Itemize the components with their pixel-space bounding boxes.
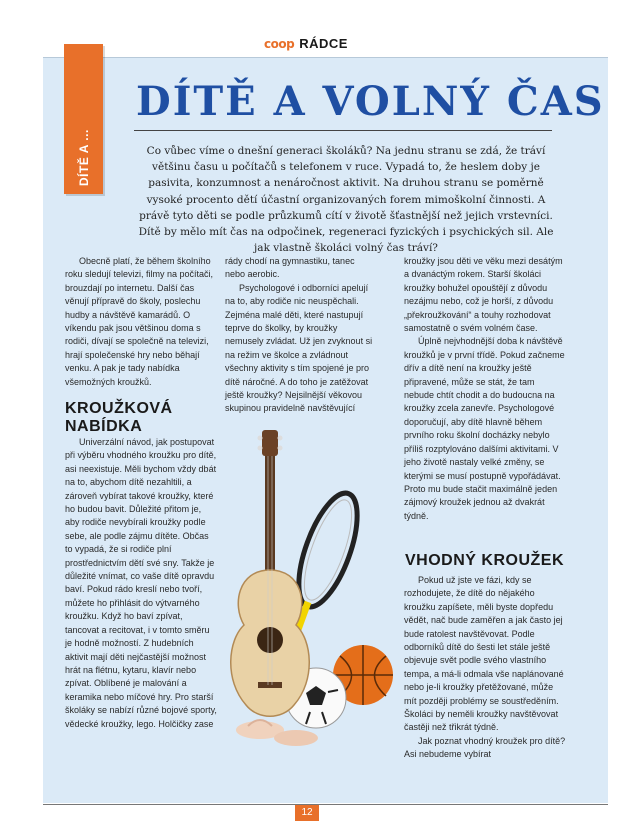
hobbies-illustration: [188, 430, 393, 750]
subheading-vhodny-krouzek: VHODNÝ KROUŽEK: [405, 552, 565, 569]
section-tab: [64, 44, 103, 194]
paragraph: Univerzální návod, jak postupovat při výběru vhodného kroužku pro dítě, asi neexistuje. Měli bychom vždy dbát na to, abychom dítě nezahltili, a zároveň vybírat takové kroužky, které ho budou bavit. Důležité přitom je, aby rodiče nevybírali kroužky podle sebe, ale podle zájmu dítěte. Občas to vypadá, že si rodiče plní prostřednictvím dětí své sny. Takže je důležité vnímat, co vaše dítě opravdu baví. Pokud rádo kreslí nebo tvoří, můžete ho přihlásit do výtvarného kroužku. Když ho baví zpívat, tancovat a recitovat, i v tomto směru je hodně možností. Z hudebních aktivit mají děti nejčastější možnost hrát na flétnu, kytaru, klavír nebo zpívat. Oblíbené je malování a keramika nebo míčové hry. Pro starší školáky se nabízí různé bojové sporty, vědecké kroužky, lego. Holčičky zase: [65, 437, 217, 729]
paragraph: Úplně nejvhodnější doba k návštěvě kroužků je v první třídě. Pokud začneme dřív a dítě není na kroužky ještě připravené, může se stát, že tam nebude chtít chodit a do budoucna na kroužky zcela zanevře. Psychologové doporučují, aby dítě hlavně během prvního roku školní docházky nebylo příliš rozptylováno dalšími aktivitami. V jeho životě nastaly velké změny, se kterými se musí postupně vypořádávat. Proto mu bude stačit maximálně jeden zájmový kroužek jednou až dvakrát týdně.: [404, 336, 565, 521]
paragraph: Obecně platí, že během školního roku sledují televizi, filmy na počítači, brouzdají po internetu. Další čas věnují přípravě do školy, poslechu hudby a návštěvě kamarádů. O víkendu pak jsou většinou doma s rodiči, dívají se společně na televizi, hrají společenské hry nebo běhají venku. A pak je tady nabídka všemožných kroužků.: [65, 256, 214, 387]
article-title: DÍTĚ A VOLNÝ ČAS: [136, 78, 605, 125]
title-divider: [134, 130, 552, 131]
paragraph: kroužky jsou děti ve věku mezi desátým a dvanáctým rokem. Starší školáci kroužky bohužel opouštějí z důvodu nezájmu nebo, což je horší, z důvodu „překroužkování“ a touhy rozhodovat samostatně o svém volném čase.: [404, 256, 563, 334]
paragraph: Psychologové i odborníci apelují na to, aby rodiče nic neuspěchali. Zejména malé děti, které nastupují teprve do školky, by kroužky nemusely zvládat. Už jen zvyknout si na režim ve školce a zvládnout všechny aktivity s tím spojené je pro dítě náročné. A do toho je zatěžovat ještě kroužky? Nejsilnější věkovou skupinou pravidelně navštěvující: [225, 282, 373, 414]
header-logo: [264, 36, 348, 51]
footer-divider: [43, 804, 608, 805]
subheading-krouzkova-nabidka: KROUŽKOVÁ NABÍDKA: [65, 400, 173, 435]
paragraph: rády chodí na gymnastiku, tanec nebo aerobic.: [225, 256, 355, 280]
magazine-title: RÁDCE: [299, 36, 348, 51]
column-1: [65, 255, 217, 389]
page-number: 12: [295, 805, 319, 821]
article-intro: Co vůbec víme o dnešní generaci školáků? Na jednu stranu se zdá, že tráví většinu času u počítačů s telefonem v ruce. Vypadá to, že heslem doby je pasivita, konzumnost a nenáročnost aktivit. Na druhou stranu se poměrně vysoké procento dětí účastní organizovaných forem mimoškolní činnosti. A právě tyto děti se podle průzkumů cítí v životě šťastnější než jejich vrstevníci. Dítě by mělo mít čas na odpočinek, regeneraci fyzických i psychických sil. Ale jak vlastně školáci volný čas tráví?: [138, 145, 554, 255]
column-3-lower: [404, 574, 566, 762]
paragraph: Jak poznat vhodný kroužek pro dítě? Asi nebudeme vybírat: [404, 735, 566, 760]
paragraph: Pokud už jste ve fázi, kdy se rozhodujete, že dítě do nějakého kroužku zapíšete, měli byste dopředu vědět, nač bude zaměřen a jak často jej bude ratolest navštěvovat. Podle odborníků dítě do šesti let stále ještě objevuje svět podle svého vlastního tempa, a má-li odmala vše naplánované nebo je-li kroužky přetěžované, může mít později problémy se soustředěním. Školáci by neměli kroužky navštěvovat častěji než třikrát týdně.: [404, 575, 564, 733]
section-tab-label: DÍTĚ A ...: [77, 129, 91, 186]
column-3: [404, 255, 566, 523]
column-2: [225, 255, 375, 416]
coop-logo: coop: [264, 36, 295, 51]
